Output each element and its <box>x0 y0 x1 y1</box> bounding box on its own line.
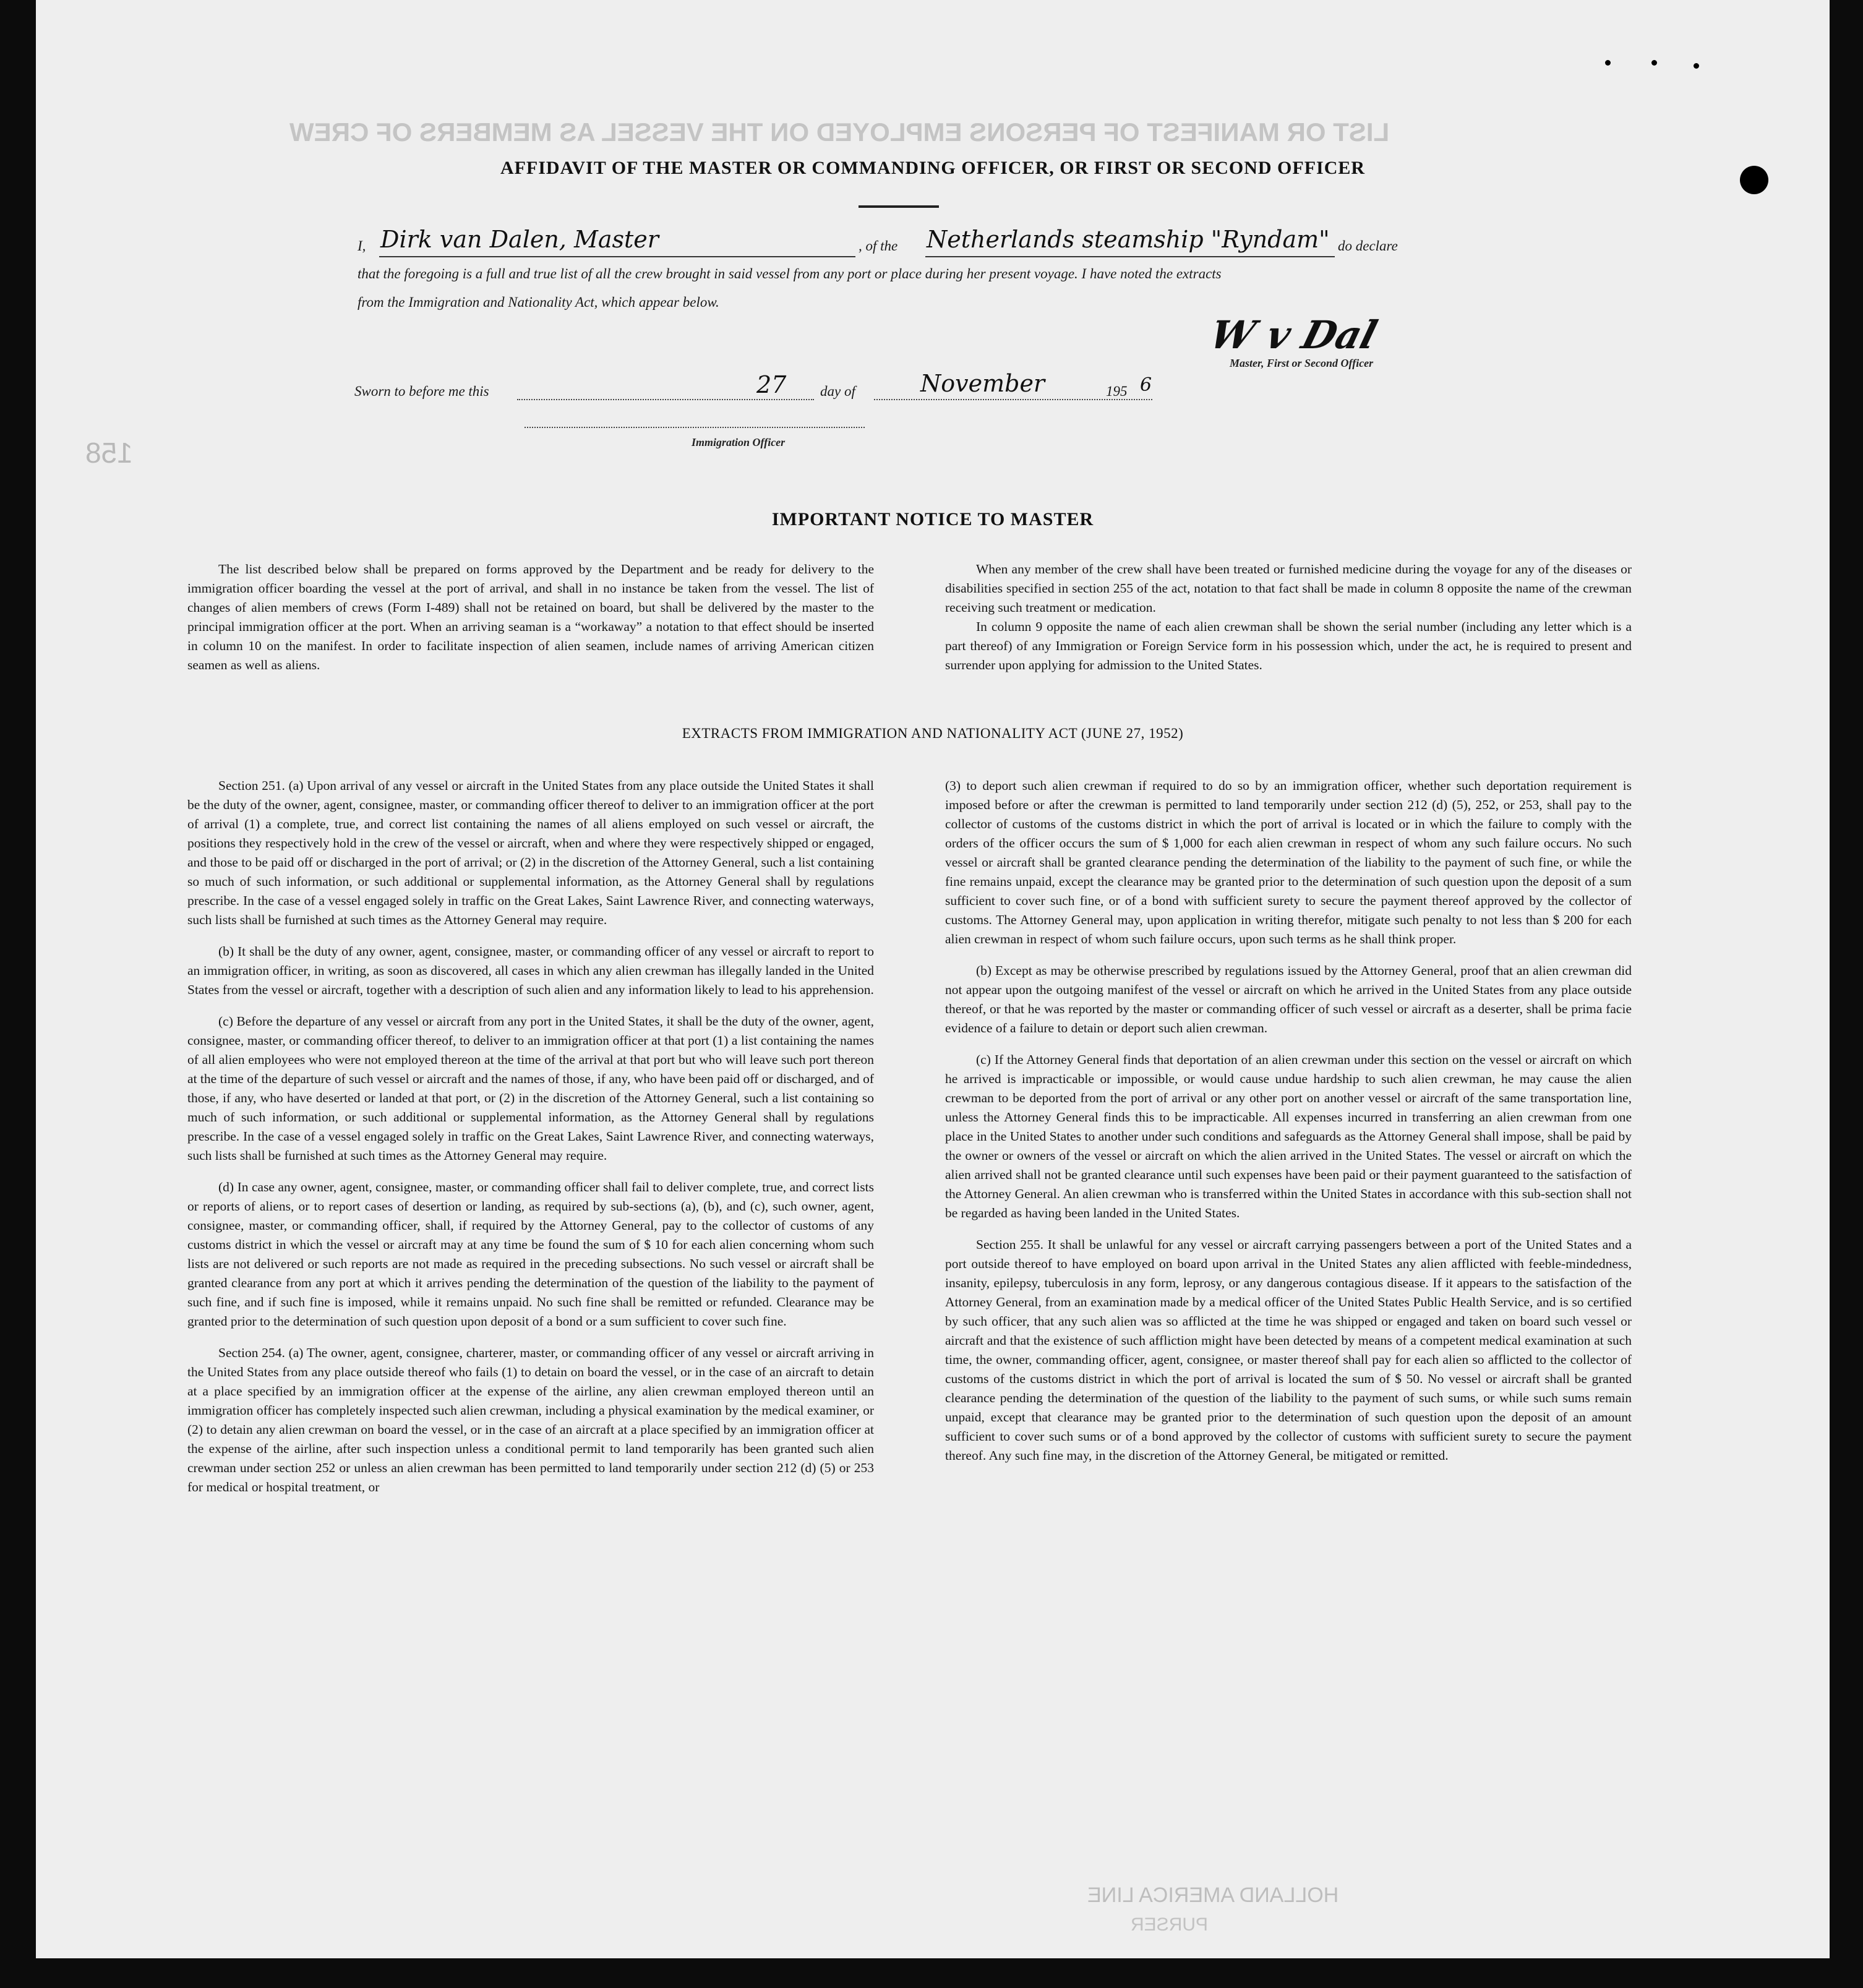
declaration-line-2: that the foregoing is a full and true list of all the crew brought in said vessel from any port or place during her present voyage. I have noted the extracts <box>358 266 1222 281</box>
notice-left-paragraph: The list described below shall be prepared on forms approved by the Department and be ready for delivery to the immigration officer boarding the vessel at the port of arrival, and shall in no instance be taken from the vessel. The list of changes of alien members of crews (Form I-489) shall not be retained on board, but shall be delivered by the master to the principal immigration officer at the port. When an arriving seaman is a “workaway” a notation to that effect should be inserted in column 10 on the manifest. In order to facilitate inspection of alien seamen, include names of arriving American citizen seamen as well as aliens. <box>187 562 874 672</box>
master-name-handwritten: Dirk van Dalen, Master <box>380 226 659 253</box>
notice-right-column <box>945 560 1632 687</box>
declaration-prefix: I, <box>358 238 366 254</box>
document-page <box>36 0 1830 1958</box>
bleed-through-header: LIST OR MANIFEST OF PERSONS EMPLOYED ON THE VESSEL AS MEMBERS OF CREW <box>289 118 1390 147</box>
section-251-c: (c) Before the departure of any vessel or aircraft from any port in the United States, it shall be the duty of the owner, agent, consignee, master, or commanding officer thereof, to deliver to an immigration officer at that port (1) a list containing the names of all alien employees who were not employed thereon at the time of the arrival at that port but who will leave such port thereon at the time of the departure of such vessel or aircraft and the names of those, if any, who have been paid off or discharged, and of those, if any, who have deserted or landed at that port, or (2) in the discretion of the Attorney General, such a list containing so much of such information, or such additional or supplemental information, as the Attorney General shall by regulations prescribe. In the case of a vessel engaged solely in traffic on the Great Lakes, Saint Lawrence River, and connecting waterways, such lists shall be furnished at such times as the Attorney General may require. <box>187 1014 874 1163</box>
master-signature: W v Dal <box>1205 312 1382 358</box>
bleed-through-footer-line: HOLLAND AMERICA LINE <box>1087 1883 1339 1907</box>
sworn-day-handwritten: 27 <box>756 371 787 398</box>
vessel-name-line <box>925 256 1335 257</box>
notice-right-paragraph-1: When any member of the crew shall have been treated or furnished medicine during the voyage for any of the diseases or disabilities specified in section 255 of the act, notation to that fact shall be made in column 8 opposite the name of the crewman receiving such treatment or medication. <box>945 562 1632 615</box>
declaration-line-3: from the Immigration and Nationality Act, which appear below. <box>358 294 719 310</box>
speck <box>1605 60 1611 66</box>
master-name-line <box>379 256 855 257</box>
year-prefix: 195 <box>1106 383 1128 399</box>
section-255: Section 255. It shall be unlawful for any vessel or aircraft carrying passengers between a port of the United States and a port outside thereof to have employed on board upon arrival in the United States any alien afflicted with feeble-mindedness, insanity, epilepsy, tuberculosis in any form, leprosy, or any dangerous contagious disease. If it appears to the satisfaction of the Attorney General, from an examination made by a medical officer of the United States Public Health Service, and is so certified by such officer, that any such alien was so afflicted at the time he was shipped or engaged and taken on board such vessel or aircraft and that the existence of such affliction might have been detected by means of a competent medical examination at such time, the owner, commanding officer, agent, consignee, or master thereof shall pay for each alien so afflicted to the collector of customs of the customs district in which the port of arrival is located the sum of $ 50. No vessel or aircraft shall be granted clearance pending the determination of the question of the liability to the payment of such sums, or while such sums remain unpaid, except that clearance may be granted prior to the determination of such question upon the deposit of an amount sufficient to cover such sums or of a bond approved by the collector of customs with sufficient surety to secure the payment thereof. Any such fine may, in the discretion of the Attorney General, be mitigated or remitted. <box>945 1237 1632 1463</box>
extracts-right-column <box>945 776 1632 1478</box>
declaration-of-the: , of the <box>859 238 898 254</box>
signature-caption: Master, First or Second Officer <box>1230 357 1374 369</box>
section-251-a: Section 251. (a) Upon arrival of any vessel or aircraft in the United States from any place outside the United States it shall be the duty of the owner, agent, consignee, master, or commanding officer thereof to deliver to an immigration officer at the port of arrival (1) a complete, true, and correct list containing the names of all aliens employed on such vessel or aircraft, the positions they respectively hold in the crew of the vessel or aircraft, when and where they were respectively shipped or engaged, and those to be paid off or discharged in the port of arrival; or (2) in the discretion of the Attorney General, such a list containing so much of such information, or such additional or supplemental information, as the Attorney General shall by regulations prescribe. In the case of a vessel engaged solely in traffic on the Great Lakes, Saint Lawrence River, and connecting waterways, such lists shall be furnished at such times as the Attorney General may require. <box>187 778 874 927</box>
section-251-d: (d) In case any owner, agent, consignee, master, or commanding officer shall fail to deliver complete, true, and correct lists or reports of aliens, or to report cases of desertion or landing, as required by sub-sections (a), (b), and (c), such owner, agent, consignee, master, or commanding officer, shall, if required by the Attorney General, pay to the collector of customs of any customs district in which the vessel or aircraft may at any time be found the sum of $ 10 for each alien concerning whom such lists are not delivered or such reports are not made as required in the preceding subsections. No such vessel or aircraft shall be granted clearance from any port at which it arrives pending the determination of the question of the liability to the payment of such fine, and if such fine is imposed, while it remains unpaid. No such fine shall be remitted or refunded. Clearance may be granted prior to the determination of such question upon deposit of a bond or a sum sufficient to cover such fine. <box>187 1180 874 1329</box>
immigration-officer-caption: Immigration Officer <box>692 436 786 448</box>
notice-title: IMPORTANT NOTICE TO MASTER <box>771 509 1094 529</box>
speck <box>1651 60 1657 66</box>
sworn-month-handwritten: November <box>920 370 1045 397</box>
sworn-label: Sworn to before me this <box>354 383 489 399</box>
day-of-label: day of <box>820 383 855 399</box>
year-digit-handwritten: 6 <box>1140 374 1152 396</box>
title-rule <box>859 205 939 208</box>
notice-left-column <box>187 560 874 687</box>
extracts-left-column <box>187 776 874 1509</box>
speck <box>1694 63 1699 69</box>
declaration-do-declare: do declare <box>1338 238 1398 254</box>
extracts-title: EXTRACTS FROM IMMIGRATION AND NATIONALITY ACT (JUNE 27, 1952) <box>682 726 1184 741</box>
vessel-name-handwritten: Netherlands steamship "Ryndam" <box>927 226 1330 253</box>
section-254-a-continued: (3) to deport such alien crewman if required to do so by an immigration officer, whether such deportation requirement is imposed before or after the crewman is permitted to land temporarily under section 212 (d) (5), 252, or 253, shall pay to the collector of customs of the customs district in which the port of arrival is located or in which the failure to comply with the orders of the officer occurs the sum of $ 1,000 for each alien crewman in respect of whom any such failure occurs. No such vessel or aircraft shall be granted clearance pending the determination of the liability to the payment of such fine, or while the fine remains unpaid, except the clearance may be granted prior to the determination of such question upon the deposit of a sum sufficient to cover such fine, or of a bond with sufficient surety to secure the payment thereof approved by the collector of customs. The Attorney General may, upon application in writing therefor, mitigate such penalty to not less than $ 200 for each alien crewman in respect of whom such failure occurs, upon such terms as he shall think proper. <box>945 778 1632 946</box>
notice-right-paragraph-2: In column 9 opposite the name of each alien crewman shall be shown the serial number (including any letter which is a part thereof) of any Immigration or Foreign Service form in his possession which, under the act, he is required to present and surrender upon applying for admission to the United States. <box>945 619 1632 672</box>
officer-signature-line <box>525 427 865 428</box>
bleed-through-number: 158 <box>85 437 133 469</box>
section-254-a: Section 254. (a) The owner, agent, consignee, charterer, master, or commanding officer of any vessel or aircraft arriving in the United States from any place outside thereof who fails (1) to detain on board the vessel, or in the case of an aircraft to detain at a place specified by an immigration officer at the expense of the airline, any alien crewman employed thereon until an immigration officer has completely inspected such alien crewman, including a physical examination by the medical examiner, or (2) to detain any alien crewman on board the vessel, or in the case of an aircraft at a place specified by an immigration officer at the expense of the airline, after such inspection unless a conditional permit to land temporarily has been granted such alien crewman under section 252 or unless an alien crewman has been permitted to land temporarily under section 212 (d) (5) or 253 for medical or hospital treatment, or <box>187 1345 874 1494</box>
sworn-day-line <box>517 399 814 400</box>
section-254-b: (b) Except as may be otherwise prescribed by regulations issued by the Attorney General, proof that an alien crewman did not appear upon the outgoing manifest of the vessel or aircraft on which he arrived in the United States from any place outside thereof, or that he was reported by the master or commanding officer of such vessel or aircraft as a deserter, shall be prima facie evidence of a failure to detain or deport such alien crewman. <box>945 963 1632 1035</box>
affidavit-title: AFFIDAVIT OF THE MASTER OR COMMANDING OFFICER, OR FIRST OR SECOND OFFICER <box>500 158 1366 178</box>
bleed-through-footer-purser: PURSER <box>1131 1914 1209 1935</box>
section-251-b: (b) It shall be the duty of any owner, agent, consignee, master, or commanding officer of any vessel or aircraft to report to an immigration officer, in writing, as soon as discovered, all cases in which any alien crewman has illegally landed in the United States from the vessel or aircraft, together with a description of such alien and any information likely to lead to his apprehension. <box>187 944 874 997</box>
section-254-c: (c) If the Attorney General finds that deportation of an alien crewman under this section on the vessel or aircraft on which he arrived is impracticable or impossible, or would cause undue hardship to such alien crewman, he may cause the alien crewman to be deported from the port of arrival or any other port on another vessel or aircraft of the same transportation line, unless the Attorney General finds this to be impracticable. All expenses incurred in transferring an alien crewman from one place in the United States to another under such conditions and safeguards as the Attorney General shall impose, shall be paid by the owner or owners of the vessel or aircraft on which the alien arrived in the United States. The vessel or aircraft on which the alien arrived shall not be granted clearance until such expenses have been paid or their payment guaranteed to the satisfaction of the Attorney General. An alien crewman who is transferred within the United States in accordance with this sub-section shall not be regarded as having been landed in the United States. <box>945 1052 1632 1220</box>
